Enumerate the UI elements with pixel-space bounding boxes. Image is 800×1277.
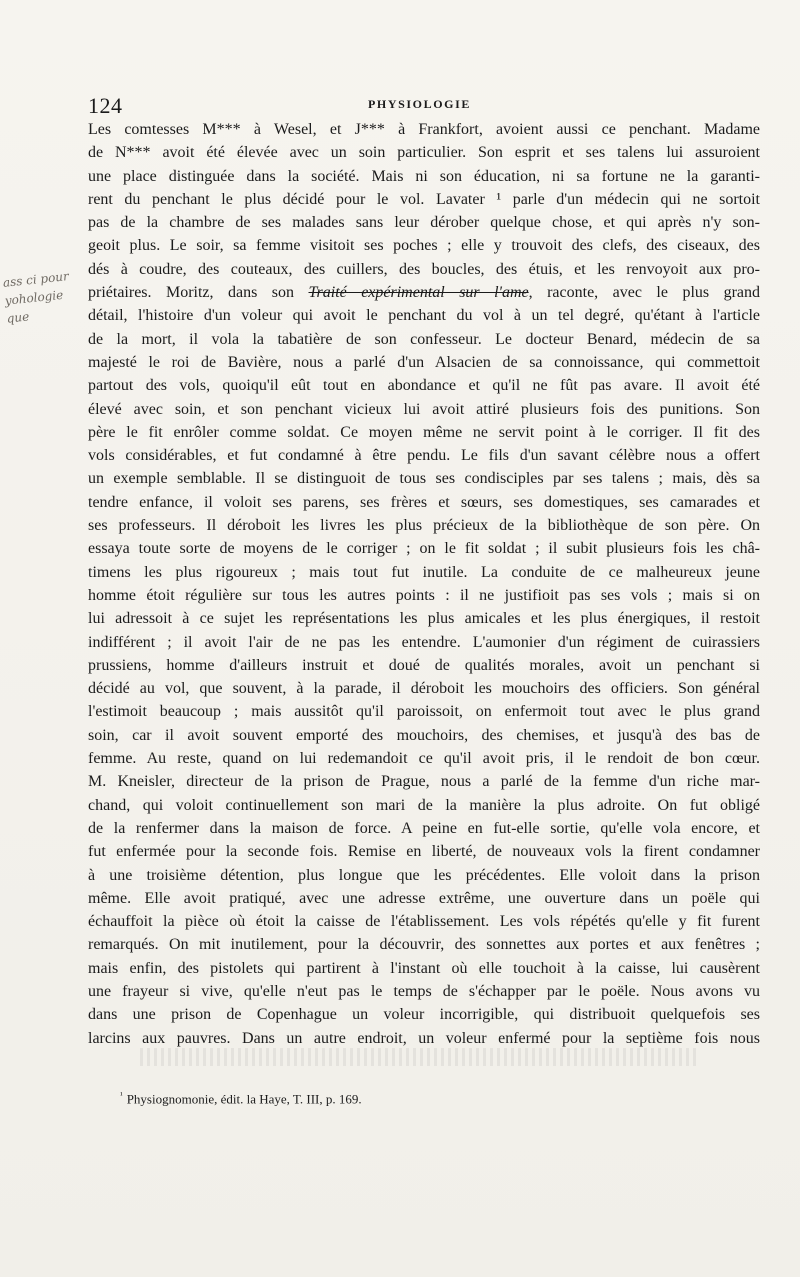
- footnote: [120, 1090, 720, 1107]
- text-line: chand, qui voloit continuellement son mari de la manière la plus adroite. On fut obligé: [88, 796, 760, 814]
- text-line: échauffoit la pièce où étoit la caisse de l'établissement. Les vols répétés qu'elle y fit furent: [88, 913, 760, 931]
- marginalia-line: ass ci pour: [2, 269, 70, 290]
- text-line: de N*** avoit été élevée avec un soin particulier. Son esprit et ses talens lui assuroient: [88, 144, 760, 162]
- text-line: Les comtesses M*** à Wesel, et J*** à Frankfort, avoient aussi ce penchant. Madame: [88, 121, 760, 138]
- text-line: geoit plus. Le soir, sa femme visitoit ses poches ; elle y trouvoit des clefs, des ciseaux, des: [88, 237, 760, 255]
- text-line: vols considérables, et fut condamné à être pendu. Le fils d'un savant célèbre nous a offert: [88, 447, 760, 465]
- text-line: dés à coudre, des couteaux, des cuillers, des boucles, des étuis, et les renvoyoit aux pro-: [88, 260, 760, 278]
- text-span: , raconte, avec le plus grand: [528, 284, 761, 302]
- footnote-text: Physiognomonie, édit. la Haye, T. III, p. 169.: [126, 1091, 362, 1107]
- text-line: lui adressoit à ce sujet les représentations les plus amicales et les plus énergiques, il restoit: [88, 610, 760, 628]
- handwritten-marginalia: [2, 266, 85, 328]
- text-line: soin, car il avoit souvent emporté des mouchoirs, des chemises, et jusqu'à des bas de: [88, 726, 760, 744]
- text-line: un exemple semblable. Il se distinguoit de tous ses condisciples par ses talens ; mais, dès sa: [88, 470, 760, 488]
- text-span: priétaires. Moritz, dans son: [88, 284, 309, 302]
- body-text: [88, 118, 760, 1050]
- marginalia-line: yohologie: [4, 287, 64, 308]
- text-line: l'estimoit beaucoup ; mais aussitôt qu'il paroissoit, on enfermoit tout avec le plus grand: [88, 703, 760, 721]
- text-line: de la renfermer dans la maison de force. A peine en fut-elle sortie, qu'elle vola encore, et: [88, 819, 760, 837]
- text-line: prussiens, homme d'ailleurs instruit et doué de qualités morales, avoit un penchant si: [88, 656, 760, 674]
- text-line: fut enfermée pour la seconde fois. Remise en liberté, de nouveaux vols la firent condamner: [88, 843, 760, 861]
- text-line: à une troisième détention, plus longue que les précédentes. Elle voloit dans la prison: [88, 866, 760, 884]
- show-through-bleed: [140, 1048, 700, 1066]
- text-line: pas de la chambre de ses malades sans leur dérober quelque chose, et qui après n'y son-: [88, 214, 760, 232]
- struck-title: Traité expérimental sur l'ame: [308, 284, 529, 302]
- text-line: majesté le roi de Bavière, nous a parlé d'un Alsacien de sa connoissance, qui commettoit: [88, 353, 760, 371]
- text-line: élevé avec soin, et son penchant vicieux lui avoit attiré plusieurs fois des punitions. Son: [88, 400, 760, 418]
- text-line: timens les plus rigoureux ; mais tout fut inutile. La conduite de ce malheureux jeune: [88, 563, 760, 581]
- page-header: [88, 93, 760, 121]
- text-line: ses professeurs. Il déroboit les livres les plus précieux de la bibliothèque de son père. On: [88, 517, 760, 535]
- text-line: larcins aux pauvres. Dans un autre endroit, un voleur enfermé pour la septième fois nous: [88, 1029, 760, 1047]
- text-line: [88, 281, 760, 304]
- text-line: tendre enfance, il voloit ses parens, ses frères et sœurs, ses domestiques, ses camarades et: [88, 493, 760, 511]
- text-line: même. Elle avoit pratiqué, avec une adresse extrême, une ouverture dans un poële qui: [88, 889, 760, 907]
- text-line: femme. Au reste, quand on lui redemandoit ce qu'il avoit pris, il le rendoit de bon cœur.: [88, 750, 760, 768]
- text-line: détail, l'histoire d'un voleur qui avoit le penchant du vol à un tel degré, qu'étant à l'article: [88, 307, 760, 325]
- text-line: décidé au vol, que souvent, à la parade, il déroboit les mouchoirs des officiers. Son général: [88, 680, 760, 698]
- text-line: homme étoit régulière sur tous les autres points : il ne justifioit pas ses vols ; mais si on: [88, 586, 760, 604]
- page-number: 124: [88, 93, 123, 118]
- text-line: mais enfin, des pistolets qui partirent à l'instant où elle touchoit à la caisse, lui causèrent: [88, 959, 760, 977]
- text-line: père le fit enrôler comme soldat. Ce moyen même ne servit point à le corriger. Il fit des: [88, 423, 760, 441]
- text-line: de la mort, il vola la tabatière de son confesseur. Le docteur Benard, médecin de sa: [88, 330, 760, 348]
- text-line: dans une prison de Copenhague un voleur incorrigible, qui distribuoit quelquefois ses: [88, 1006, 760, 1024]
- text-line: indifférent ; il avoit l'air de ne pas les entendre. L'aumonier d'un régiment de cuirassiers: [88, 633, 760, 651]
- text-line: essaya toute sorte de moyens de le corriger ; on le fit soldat ; il subit plusieurs fois les châ-: [88, 540, 760, 558]
- running-title: PHYSIOLOGIE: [368, 97, 471, 111]
- text-line: une frayeur si vive, qu'elle n'eut pas le temps de s'échapper par le poële. Nous avons vu: [88, 982, 760, 1000]
- marginalia-line: que: [5, 309, 30, 326]
- text-line: remarqués. On mit inutilement, pour la découvrir, des sonnettes aux portes et aux fenêtres ;: [88, 936, 760, 954]
- text-line: rent du penchant le plus décidé pour le vol. Lavater ¹ parle d'un médecin qui ne sortoit: [88, 190, 760, 208]
- text-line: partout des vols, quoiqu'il eût tout en abondance et qu'il ne fût pas avare. Il avoit été: [88, 377, 760, 395]
- text-line: M. Kneisler, directeur de la prison de Prague, nous a parlé de la femme d'un riche mar-: [88, 773, 760, 791]
- footnote-mark: ¹: [120, 1090, 123, 1100]
- text-line: une place distinguée dans la société. Mais ni son éducation, ni sa fortune ne la garanti-: [88, 167, 760, 185]
